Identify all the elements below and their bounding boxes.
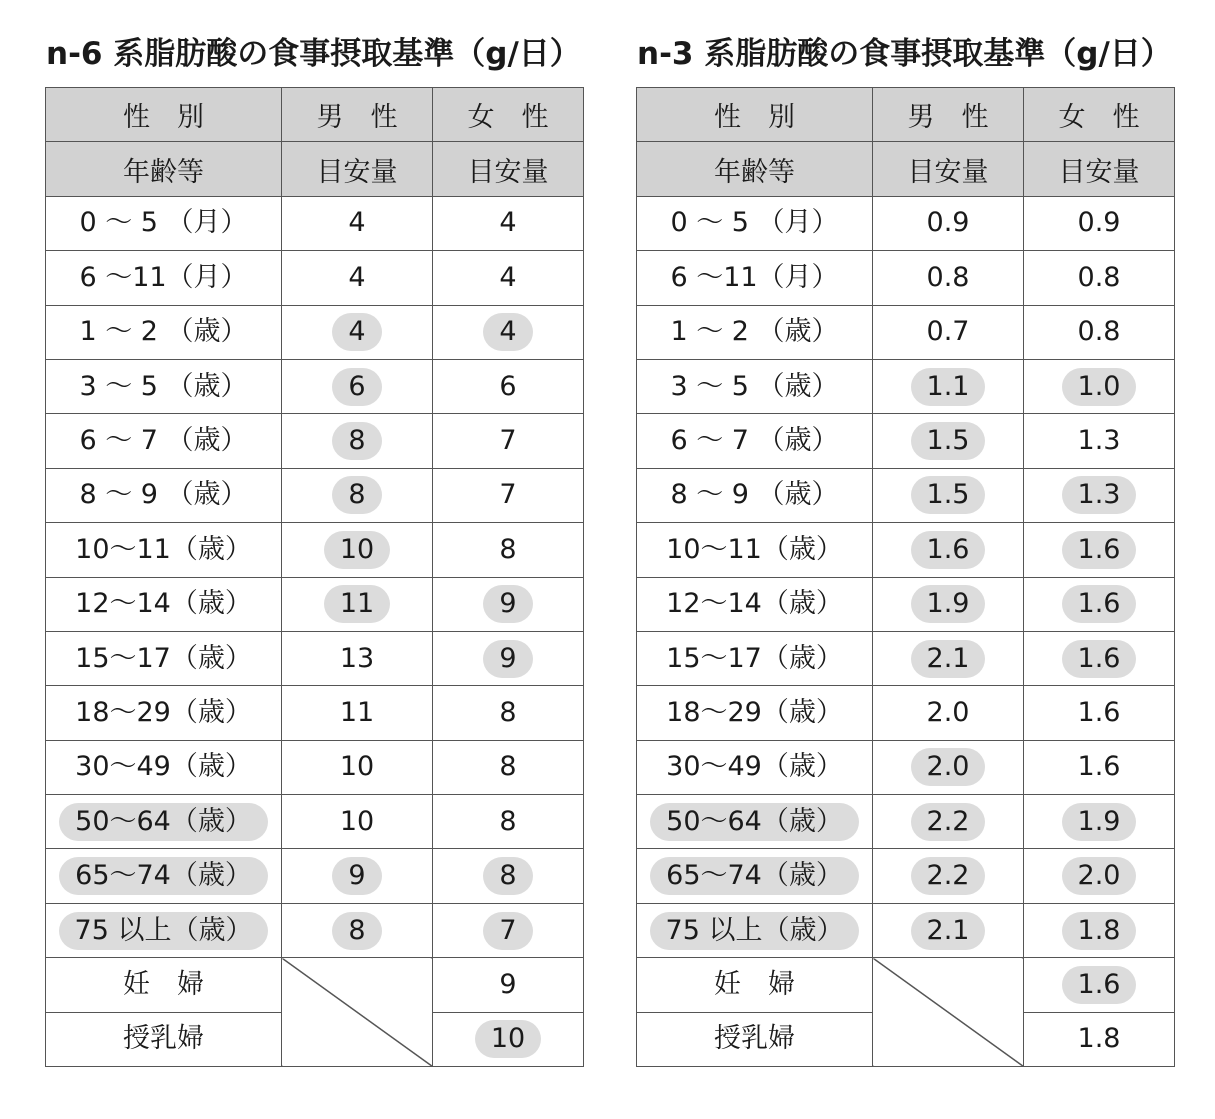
female-value-cell-value: 7 (499, 425, 517, 457)
table-row (637, 903, 1175, 957)
lactating-label-cell-value: 授乳婦 (123, 1023, 204, 1055)
pregnant-label-cell (637, 958, 873, 1012)
female-value-cell (1024, 903, 1175, 957)
male-value-cell (282, 196, 433, 250)
age-cell-value: 6 ～11（月） (79, 261, 248, 293)
male-value-cell (873, 523, 1024, 577)
female-value-cell-value: 4 (499, 261, 517, 293)
male-value-cell (282, 468, 433, 522)
female-value-cell (433, 903, 584, 957)
male-value-cell (282, 631, 433, 685)
pregnant-female-value-cell-value: 1.6 (1062, 966, 1137, 1004)
table-row (46, 740, 584, 794)
male-value-cell-value: 4 (332, 313, 381, 351)
age-cell-value: 50～64（歳） (650, 803, 859, 841)
table-row (637, 359, 1175, 413)
table-row (46, 305, 584, 359)
n3-intake-table (636, 87, 1175, 1067)
female-value-cell (1024, 523, 1175, 577)
sex-header: 性 別 (637, 88, 873, 142)
male-value-cell-value: 9 (332, 857, 381, 895)
age-cell (637, 577, 873, 631)
age-cell-value: 10～11（歳） (75, 533, 252, 565)
male-value-cell (282, 686, 433, 740)
male-value-cell-value: 13 (339, 642, 375, 674)
female-value-cell (1024, 740, 1175, 794)
female-header: 女 性 (1024, 88, 1175, 142)
age-cell-value: 1 ～ 2 （歳） (670, 316, 839, 348)
table-row (46, 686, 584, 740)
age-cell (637, 795, 873, 849)
not-applicable-cell (282, 958, 433, 1067)
female-value-cell (433, 577, 584, 631)
male-unit-header: 目安量 (873, 142, 1024, 196)
male-value-cell-value: 1.5 (911, 422, 986, 460)
age-cell (46, 523, 282, 577)
male-value-cell-value: 2.0 (911, 748, 986, 786)
age-cell (46, 305, 282, 359)
age-cell-value: 30～49（歳） (666, 751, 843, 783)
female-value-cell (1024, 359, 1175, 413)
age-cell-value: 0 ～ 5 （月） (79, 207, 248, 239)
age-cell (46, 414, 282, 468)
female-value-cell (1024, 686, 1175, 740)
header-row-age (46, 142, 584, 196)
table-row (46, 196, 584, 250)
female-value-cell-value: 1.8 (1062, 912, 1137, 950)
table-row (637, 196, 1175, 250)
male-value-cell-value: 10 (339, 751, 375, 783)
male-value-cell (282, 414, 433, 468)
header-row-sex (46, 88, 584, 142)
age-cell (637, 631, 873, 685)
age-header: 年齢等 (46, 142, 282, 196)
age-cell (637, 305, 873, 359)
age-cell (46, 686, 282, 740)
age-cell-value: 3 ～ 5 （歳） (79, 370, 248, 402)
age-cell-value: 12～14（歳） (75, 588, 252, 620)
age-cell-value: 8 ～ 9 （歳） (670, 479, 839, 511)
age-cell (46, 903, 282, 957)
male-value-cell-value: 1.9 (911, 585, 986, 623)
male-value-cell (282, 849, 433, 903)
male-value-cell-value: 0.8 (926, 261, 970, 293)
table-row (637, 849, 1175, 903)
sex-header: 性 別 (46, 88, 282, 142)
header-row-sex (637, 88, 1175, 142)
female-value-cell (433, 468, 584, 522)
table-row (46, 414, 584, 468)
age-cell (46, 795, 282, 849)
pregnant-female-value-cell (1024, 958, 1175, 1012)
male-value-cell-value: 0.7 (926, 316, 970, 348)
age-cell (637, 359, 873, 413)
female-value-cell (433, 686, 584, 740)
male-value-cell (873, 414, 1024, 468)
female-value-cell-value: 8 (483, 857, 532, 895)
female-value-cell (1024, 849, 1175, 903)
age-cell-value: 3 ～ 5 （歳） (670, 370, 839, 402)
age-cell-value: 8 ～ 9 （歳） (79, 479, 248, 511)
male-value-cell-value: 10 (324, 531, 390, 569)
female-value-cell (433, 795, 584, 849)
female-value-cell-value: 9 (483, 640, 532, 678)
female-value-cell (433, 523, 584, 577)
male-value-cell (282, 251, 433, 305)
male-value-cell (282, 903, 433, 957)
not-applicable-cell (873, 958, 1024, 1067)
age-cell (637, 686, 873, 740)
female-value-cell (1024, 196, 1175, 250)
female-value-cell (433, 305, 584, 359)
male-value-cell (873, 686, 1024, 740)
male-value-cell (873, 849, 1024, 903)
male-value-cell-value: 2.2 (911, 857, 986, 895)
male-value-cell-value: 2.1 (911, 912, 986, 950)
age-cell-value: 15～17（歳） (75, 642, 252, 674)
male-value-cell-value: 1.5 (911, 476, 986, 514)
age-cell-value: 18～29（歳） (75, 696, 252, 728)
age-cell-value: 65～74（歳） (59, 857, 268, 895)
male-value-cell (282, 523, 433, 577)
n3-table-title: n-3 系脂肪酸の食事摂取基準（g/日） (637, 36, 1172, 72)
table-row (637, 468, 1175, 522)
age-cell-value: 1 ～ 2 （歳） (79, 316, 248, 348)
male-unit-header: 目安量 (282, 142, 433, 196)
male-value-cell-value: 8 (332, 912, 381, 950)
male-value-cell (873, 251, 1024, 305)
table-row (637, 251, 1175, 305)
table-row (637, 631, 1175, 685)
pregnant-label-cell-value: 妊 婦 (714, 968, 795, 1000)
female-value-cell-value: 6 (499, 370, 517, 402)
female-value-cell-value: 9 (483, 585, 532, 623)
table-row (637, 740, 1175, 794)
female-value-cell-value: 7 (499, 479, 517, 511)
age-cell (637, 251, 873, 305)
age-cell (637, 740, 873, 794)
female-value-cell-value: 1.9 (1062, 803, 1137, 841)
lactating-female-value-cell-value: 10 (475, 1020, 541, 1058)
header-row-age (637, 142, 1175, 196)
age-cell-value: 75 以上（歳） (650, 912, 860, 950)
age-cell-value: 30～49（歳） (75, 751, 252, 783)
male-value-cell-value: 2.2 (911, 803, 986, 841)
male-value-cell (282, 795, 433, 849)
table-row (637, 305, 1175, 359)
male-value-cell-value: 1.6 (911, 531, 986, 569)
female-value-cell-value: 1.3 (1077, 425, 1121, 457)
table-row (46, 631, 584, 685)
female-value-cell-value: 1.6 (1077, 751, 1121, 783)
female-value-cell (433, 849, 584, 903)
male-value-cell-value: 1.1 (911, 368, 986, 406)
female-value-cell-value: 1.0 (1062, 368, 1137, 406)
lactating-female-value-cell (433, 1012, 584, 1066)
male-value-cell-value: 10 (339, 805, 375, 837)
age-cell (46, 631, 282, 685)
male-value-cell (282, 740, 433, 794)
age-cell (46, 849, 282, 903)
female-value-cell-value: 8 (499, 696, 517, 728)
male-value-cell-value: 4 (348, 207, 366, 239)
male-value-cell (873, 305, 1024, 359)
male-value-cell (873, 577, 1024, 631)
female-value-cell-value: 8 (499, 533, 517, 565)
male-value-cell-value: 11 (339, 696, 375, 728)
age-cell (637, 523, 873, 577)
age-cell (46, 740, 282, 794)
table-row (637, 523, 1175, 577)
age-cell-value: 75 以上（歳） (59, 912, 269, 950)
table-row (637, 686, 1175, 740)
male-header: 男 性 (282, 88, 433, 142)
female-value-cell-value: 1.6 (1062, 640, 1137, 678)
female-value-cell-value: 8 (499, 805, 517, 837)
female-value-cell (433, 359, 584, 413)
age-cell-value: 65～74（歳） (650, 857, 859, 895)
male-value-cell-value: 4 (348, 261, 366, 293)
male-value-cell-value: 2.0 (926, 696, 970, 728)
age-cell (46, 359, 282, 413)
male-header: 男 性 (873, 88, 1024, 142)
age-cell-value: 10～11（歳） (666, 533, 843, 565)
n6-intake-table (45, 87, 584, 1067)
female-value-cell (433, 251, 584, 305)
lactating-label-cell-value: 授乳婦 (714, 1023, 795, 1055)
lactating-label-cell (46, 1012, 282, 1066)
pregnant-female-value-cell (433, 958, 584, 1012)
age-cell (637, 414, 873, 468)
age-cell-value: 12～14（歳） (666, 588, 843, 620)
female-value-cell (1024, 251, 1175, 305)
pregnant-label-cell (46, 958, 282, 1012)
age-cell-value: 15～17（歳） (666, 642, 843, 674)
male-value-cell (282, 577, 433, 631)
age-cell (46, 468, 282, 522)
female-value-cell (1024, 577, 1175, 631)
male-value-cell (282, 305, 433, 359)
female-value-cell (433, 414, 584, 468)
female-value-cell (1024, 414, 1175, 468)
male-value-cell (873, 740, 1024, 794)
age-cell (637, 903, 873, 957)
male-value-cell (873, 903, 1024, 957)
age-cell-value: 18～29（歳） (666, 696, 843, 728)
table-row (46, 359, 584, 413)
male-value-cell-value: 8 (332, 476, 381, 514)
table-row (46, 251, 584, 305)
table-row (46, 577, 584, 631)
age-cell (46, 577, 282, 631)
table-row (46, 468, 584, 522)
female-value-cell-value: 1.3 (1062, 476, 1137, 514)
lactating-female-value-cell (1024, 1012, 1175, 1066)
female-value-cell-value: 8 (499, 751, 517, 783)
table-row (46, 849, 584, 903)
male-value-cell-value: 11 (324, 585, 390, 623)
male-value-cell (873, 795, 1024, 849)
female-value-cell-value: 1.6 (1077, 696, 1121, 728)
age-cell (46, 196, 282, 250)
female-value-cell (1024, 468, 1175, 522)
table-row (46, 523, 584, 577)
table-row (637, 795, 1175, 849)
age-cell-value: 6 ～ 7 （歳） (79, 425, 248, 457)
female-value-cell-value: 1.6 (1062, 531, 1137, 569)
male-value-cell-value: 0.9 (926, 207, 970, 239)
male-value-cell (873, 468, 1024, 522)
female-unit-header: 目安量 (433, 142, 584, 196)
age-cell (46, 251, 282, 305)
age-cell-value: 50～64（歳） (59, 803, 268, 841)
female-value-cell (1024, 795, 1175, 849)
female-value-cell (433, 740, 584, 794)
age-cell-value: 6 ～ 7 （歳） (670, 425, 839, 457)
female-header: 女 性 (433, 88, 584, 142)
table-row (46, 903, 584, 957)
age-cell-value: 0 ～ 5 （月） (670, 207, 839, 239)
table-row (637, 414, 1175, 468)
table-row (46, 795, 584, 849)
age-cell (637, 196, 873, 250)
pregnant-row (637, 958, 1175, 1012)
female-value-cell-value: 4 (483, 313, 532, 351)
female-value-cell (433, 631, 584, 685)
lactating-female-value-cell-value: 1.8 (1077, 1023, 1121, 1055)
female-value-cell (433, 196, 584, 250)
female-unit-header: 目安量 (1024, 142, 1175, 196)
male-value-cell (873, 359, 1024, 413)
pregnant-female-value-cell-value: 9 (499, 968, 517, 1000)
age-cell (637, 849, 873, 903)
lactating-label-cell (637, 1012, 873, 1066)
male-value-cell (873, 631, 1024, 685)
female-value-cell-value: 0.8 (1077, 261, 1121, 293)
male-value-cell (873, 196, 1024, 250)
female-value-cell-value: 0.9 (1077, 207, 1121, 239)
female-value-cell (1024, 631, 1175, 685)
male-value-cell-value: 2.1 (911, 640, 986, 678)
pregnant-label-cell-value: 妊 婦 (123, 968, 204, 1000)
male-value-cell-value: 8 (332, 422, 381, 460)
female-value-cell-value: 1.6 (1062, 585, 1137, 623)
age-header: 年齢等 (637, 142, 873, 196)
age-cell-value: 6 ～11（月） (670, 261, 839, 293)
age-cell (637, 468, 873, 522)
pregnant-row (46, 958, 584, 1012)
female-value-cell-value: 0.8 (1077, 316, 1121, 348)
n6-table-title: n-6 系脂肪酸の食事摂取基準（g/日） (46, 36, 581, 72)
male-value-cell-value: 6 (332, 368, 381, 406)
female-value-cell-value: 4 (499, 207, 517, 239)
female-value-cell (1024, 305, 1175, 359)
female-value-cell-value: 2.0 (1062, 857, 1137, 895)
male-value-cell (282, 359, 433, 413)
table-row (637, 577, 1175, 631)
female-value-cell-value: 7 (483, 912, 532, 950)
